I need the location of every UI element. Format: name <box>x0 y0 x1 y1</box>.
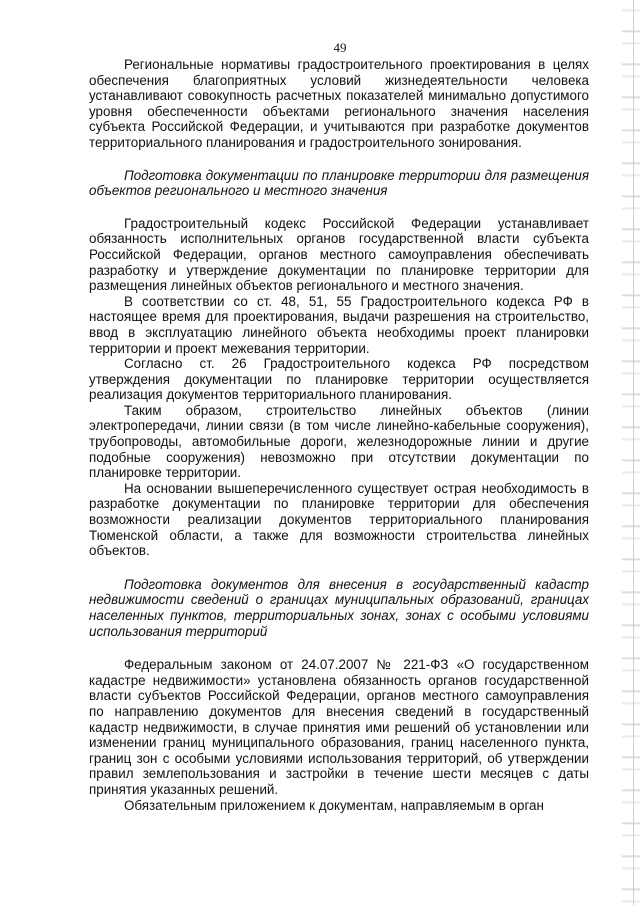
paragraph-mandatory-appendix: Обязательным приложением к документам, направляемым в орган <box>124 797 544 813</box>
page-number: 49 <box>333 40 347 55</box>
paragraph-urban-code-obligation: Градостроительный кодекс Российской Федерации устанавливает обязанность исполнительных органов государственной власти субъекта Российской Федерации, органов местного самоуправления обеспечивать разработку и утверждение документации по планировке территории для размещения линейных объектов регионального и местного значения. <box>89 215 589 294</box>
section-heading-cadastre-documents: Подготовка документов для внесения в государственный кадастр недвижимости сведений о границах муниципальных образований, границах населенных пунктов, территориальных зонах, зонах с особыми условиями использования территорий <box>89 576 589 639</box>
paragraph-federal-law-221: Федеральным законом от 24.07.2007 № 221-ФЗ «О государственном кадастре недвижимости» установлена обязанность органов государственной власти субъектов Российской Федерации, органов местного самоуправления по направлению документов для внесения сведений в государственный кадастр недвижимости, в случае принятия ими решений об установлении или изменении границ муниципального образования, границ населенного пункта, границ зон с особыми условиями использования территорий, об утверждении правил землепользования и застройки в течение шести месяцев с даты принятия указанных решений. <box>89 657 589 797</box>
section-heading-planning-documentation: Подготовка документации по планировке территории для размещения объектов регионального и местного значения <box>89 167 589 199</box>
paragraph-article-26: Согласно ст. 26 Градостроительного кодекса РФ посредством утверждения документации по планировке территории осуществляется реализация документов территориального планирования. <box>89 356 589 403</box>
document-body <box>89 57 589 813</box>
paragraph-linear-objects: Таким образом, строительство линейных объектов (линии электропередачи, линии связи (в том числе линейно-кабельные сооружения), трубопроводы, автомобильные дороги, железнодорожные линии и другие подобные сооружения) невозможно при отсутствии документации по планировке территории. <box>89 402 589 481</box>
paragraph-regional-norms: Региональные нормативы градостроительного проектирования в целях обеспечения благоприятных условий жизнедеятельности человека устанавливают совокупность расчетных показателей минимально допустимого уровня обеспеченности объектами регионального значения населения субъекта Российской Федерации, и учитываются при разработке документов территориального планирования и градостроительного зонирования. <box>89 57 589 150</box>
scan-edge-line <box>633 0 634 905</box>
scan-edge-artifact <box>622 0 640 905</box>
paragraph-necessity: На основании вышеперечисленного существует острая необходимость в разработке документации по планировке территории для обеспечения возможности реализации документов территориального планирования Тюменской области, а также для возможности строительства линейных объектов. <box>89 480 589 559</box>
paragraph-articles-48-51-55: В соответствии со ст. 48, 51, 55 Градостроительного кодекса РФ в настоящее время для проектирования, выдачи разрешения на строительство, ввод в эксплуатацию линейного объекта необходимы проект планировки территории и проект межевания территории. <box>89 293 589 356</box>
